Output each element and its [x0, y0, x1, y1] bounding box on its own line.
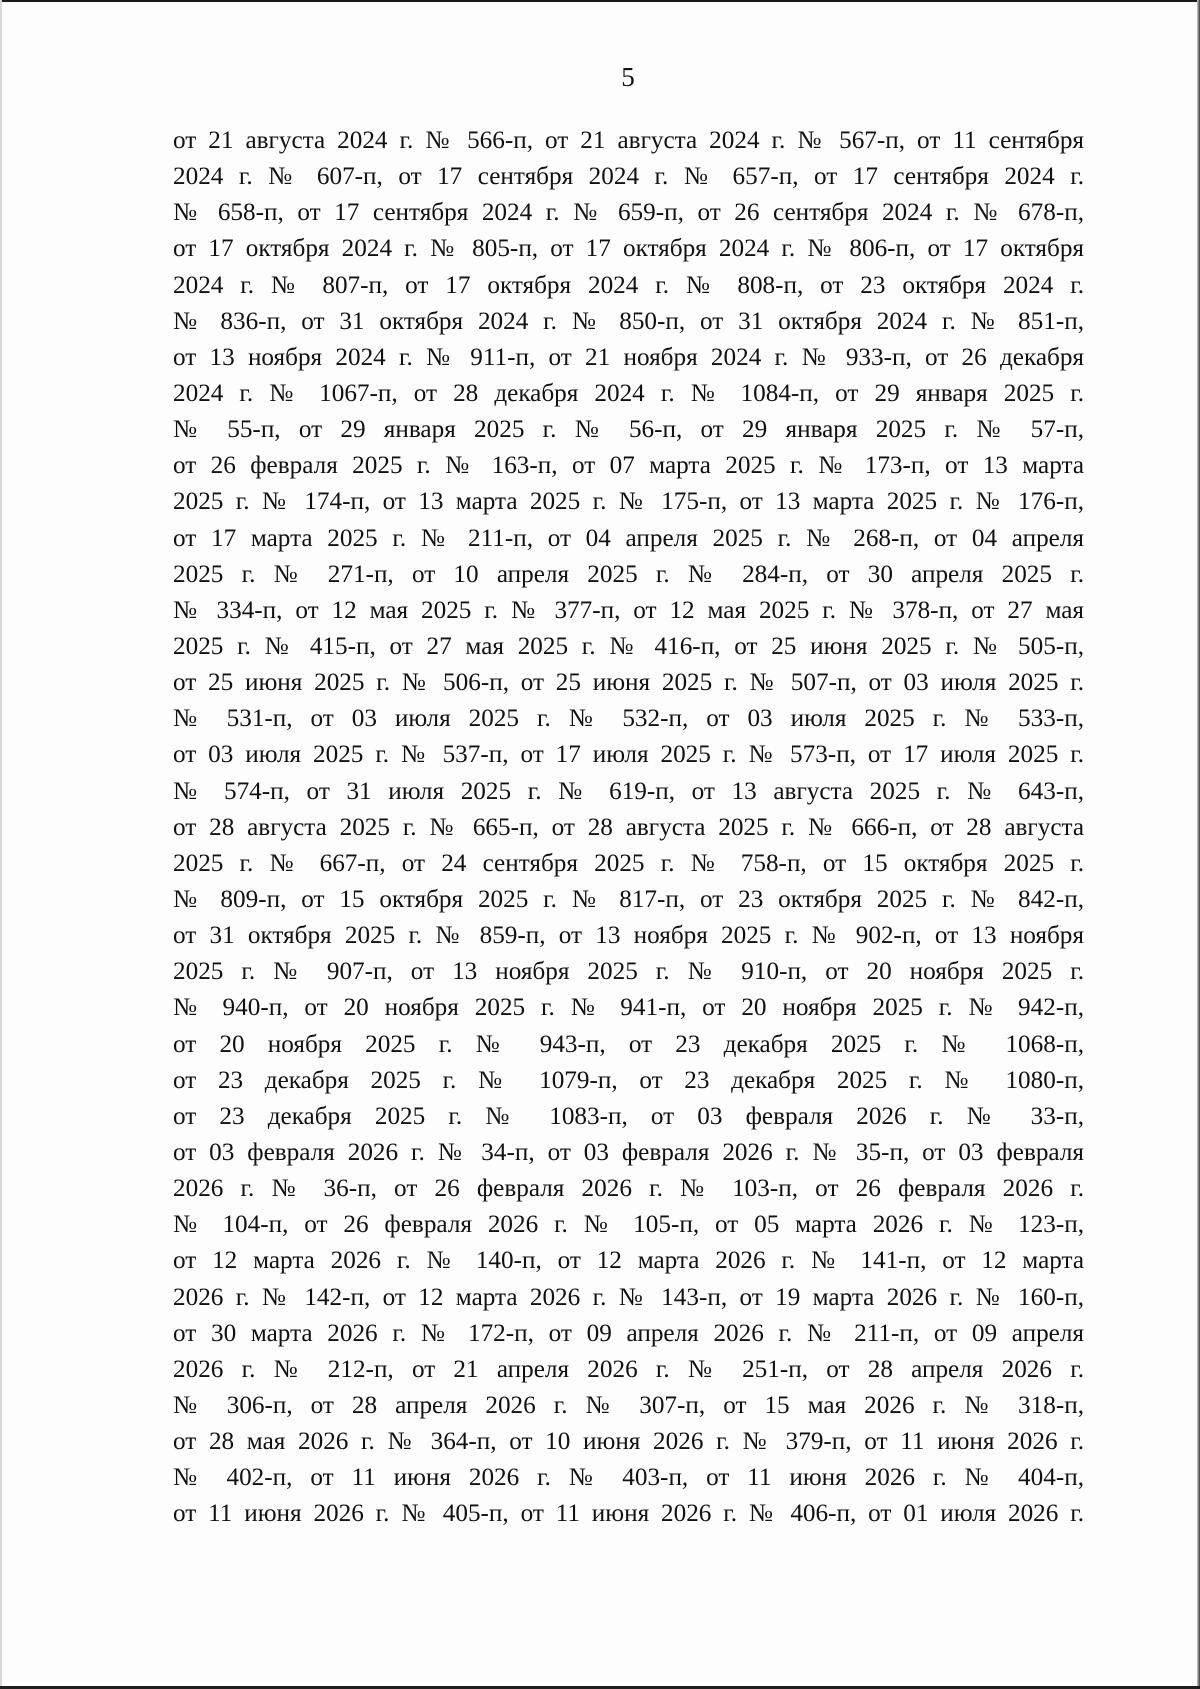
text-line: № 836-п, от 31 октября 2024 г. № 850-п, от 31 октября 2024 г. № 851-п, — [173, 307, 1084, 335]
text-line: № 306-п, от 28 апреля 2026 г. № 307-п, от 15 мая 2026 г. № 318-п, — [173, 1391, 1084, 1419]
text-line: 2024 г. № 1067-п, от 28 декабря 2024 г. № 1084-п, от 29 января 2025 г. — [173, 379, 1084, 407]
text-line: от 17 октября 2024 г. № 805-п, от 17 октября 2024 г. № 806-п, от 17 октября — [173, 235, 1084, 263]
text-line: 2025 г. № 415-п, от 27 мая 2025 г. № 416-п, от 25 июня 2025 г. № 505-п, — [173, 632, 1084, 660]
page-number: 5 — [621, 62, 635, 92]
text-line: 2026 г. № 212-п, от 21 апреля 2026 г. № 251-п, от 28 апреля 2026 г. — [173, 1355, 1084, 1383]
text-line: 2025 г. № 271-п, от 10 апреля 2025 г. № 284-п, от 30 апреля 2025 г. — [173, 560, 1084, 588]
text-line: от 31 октября 2025 г. № 859-п, от 13 ноября 2025 г. № 902-п, от 13 ноября — [173, 922, 1084, 950]
text-line: от 12 марта 2026 г. № 140-п, от 12 марта 2026 г. № 141-п, от 12 марта — [173, 1247, 1084, 1275]
text-line: от 26 февраля 2025 г. № 163-п, от 07 марта 2025 г. № 173-п, от 13 марта — [173, 452, 1084, 480]
text-line: от 21 августа 2024 г. № 566-п, от 21 августа 2024 г. № 567-п, от 11 сентября — [173, 127, 1084, 154]
text-line: от 13 ноября 2024 г. № 911-п, от 21 ноября 2024 г. № 933-п, от 26 декабря — [173, 343, 1084, 371]
text-line: от 23 декабря 2025 г. № 1083-п, от 03 февраля 2026 г. № 33-п, — [173, 1102, 1084, 1130]
text-line: от 28 мая 2026 г. № 364-п, от 10 июня 2026 г. № 379-п, от 11 июня 2026 г. — [173, 1428, 1084, 1456]
text-line: от 28 августа 2025 г. № 665-п, от 28 августа 2025 г. № 666-п, от 28 августа — [173, 813, 1084, 841]
text-line: 2026 г. № 142-п, от 12 марта 2026 г. № 143-п, от 19 марта 2026 г. № 160-п, — [173, 1283, 1084, 1311]
text-line: № 104-п, от 26 февраля 2026 г. № 105-п, от 05 марта 2026 г. № 123-п, — [173, 1211, 1084, 1239]
text-line: от 03 февраля 2026 г. № 34-п, от 03 февраля 2026 г. № 35-п, от 03 февраля — [173, 1138, 1084, 1166]
text-line: 2025 г. № 907-п, от 13 ноября 2025 г. № 910-п, от 20 ноября 2025 г. — [173, 958, 1084, 986]
text-line: 2024 г. № 607-п, от 17 сентября 2024 г. № 657-п, от 17 сентября 2024 г. — [173, 163, 1084, 191]
text-line: от 20 ноября 2025 г. № 943-п, от 23 декабря 2025 г. № 1068-п, — [173, 1030, 1084, 1058]
text-line: № 55-п, от 29 января 2025 г. № 56-п, от 29 января 2025 г. № 57-п, — [173, 416, 1084, 444]
text-line: № 402-п, от 11 июня 2026 г. № 403-п, от 11 июня 2026 г. № 404-п, — [173, 1464, 1084, 1492]
text-line: от 23 декабря 2025 г. № 1079-п, от 23 декабря 2025 г. № 1080-п, — [173, 1066, 1084, 1094]
text-line: 2026 г. № 36-п, от 26 февраля 2026 г. № 103-п, от 26 февраля 2026 г. — [173, 1175, 1084, 1203]
text-line: № 574-п, от 31 июля 2025 г. № 619-п, от 13 августа 2025 г. № 643-п, — [173, 777, 1084, 805]
body-paragraph — [173, 123, 1084, 1532]
text-line: от 25 июня 2025 г. № 506-п, от 25 июня 2025 г. № 507-п, от 03 июля 2025 г. — [173, 669, 1084, 697]
text-line: № 940-п, от 20 ноября 2025 г. № 941-п, от 20 ноября 2025 г. № 942-п, — [173, 994, 1084, 1022]
scan-edge-top — [0, 0, 1200, 2]
text-line: от 17 марта 2025 г. № 211-п, от 04 апреля 2025 г. № 268-п, от 04 апреля — [173, 524, 1084, 552]
text-line: от 30 марта 2026 г. № 172-п, от 09 апреля 2026 г. № 211-п, от 09 апреля — [173, 1319, 1084, 1347]
text-line: № 334-п, от 12 мая 2025 г. № 377-п, от 12 мая 2025 г. № 378-п, от 27 мая — [173, 596, 1084, 624]
text-line: 2025 г. № 667-п, от 24 сентября 2025 г. № 758-п, от 15 октября 2025 г. — [173, 849, 1084, 877]
text-line: № 658-п, от 17 сентября 2024 г. № 659-п, от 26 сентября 2024 г. № 678-п, — [173, 199, 1084, 227]
text-line: от 03 июля 2025 г. № 537-п, от 17 июля 2025 г. № 573-п, от 17 июля 2025 г. — [173, 741, 1084, 769]
text-line: от 11 июня 2026 г. № 405-п, от 11 июня 2026 г. № 406-п, от 01 июля 2026 г. — [173, 1500, 1084, 1528]
text-line: 2024 г. № 807-п, от 17 октября 2024 г. № 808-п, от 23 октября 2024 г. — [173, 271, 1084, 299]
text-line: № 809-п, от 15 октября 2025 г. № 817-п, от 23 октября 2025 г. № 842-п, — [173, 885, 1084, 913]
text-line: № 531-п, от 03 июля 2025 г. № 532-п, от 03 июля 2025 г. № 533-п, — [173, 705, 1084, 733]
scan-edge-left — [0, 0, 2, 1689]
text-line: 2025 г. № 174-п, от 13 марта 2025 г. № 175-п, от 13 марта 2025 г. № 176-п, — [173, 488, 1084, 516]
